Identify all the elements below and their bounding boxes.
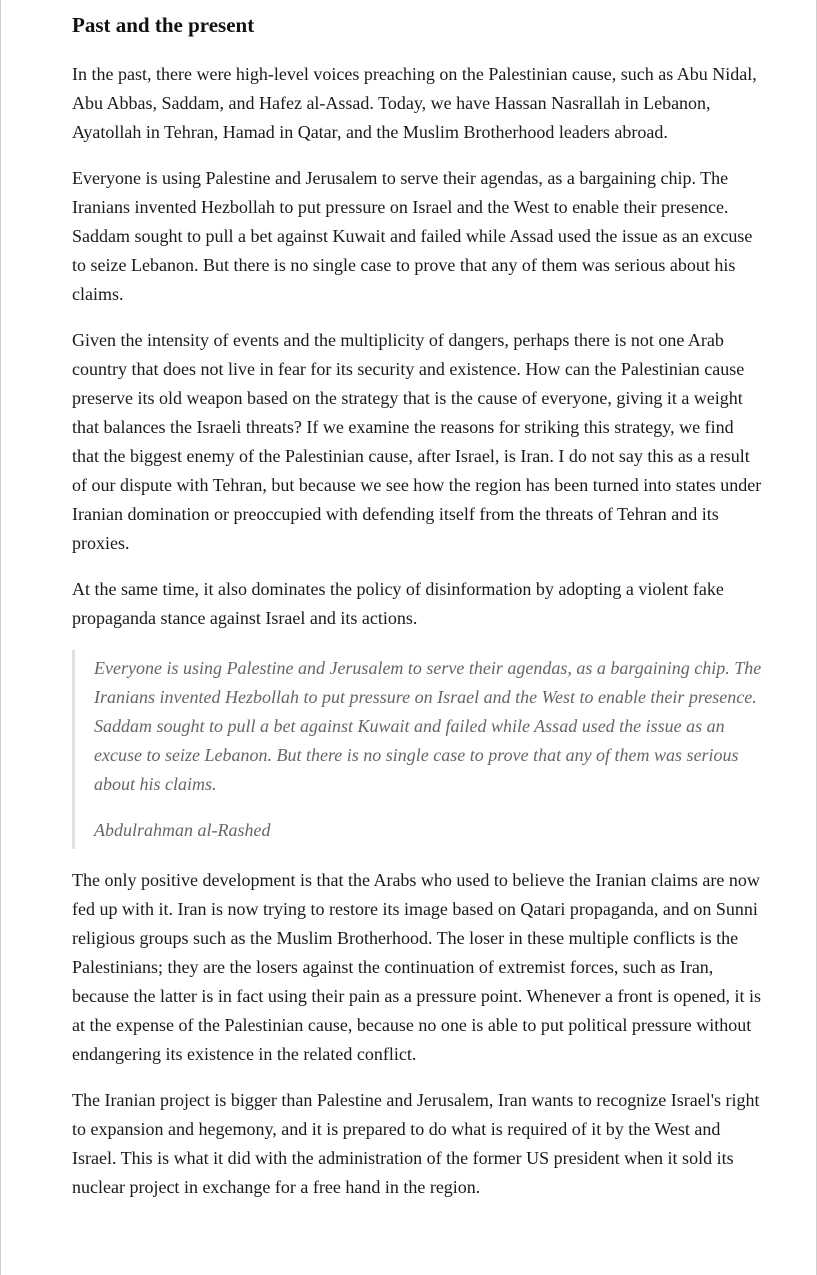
paragraph-6: The Iranian project is bigger than Palestine and Jerusalem, Iran wants to recognize Israel's right to expansion and hegemony, and it is prepared to do what is required of it by the West and Israel. This is what it did with the administration of the former US president when it sold its nuclear project in exchange for a free hand in the region.: [72, 1090, 760, 1197]
paragraph-1: In the past, there were high-level voices preaching on the Palestinian cause, such as Abu Nidal, Abu Abbas, Saddam, and Hafez al-Assad. Today, we have Hassan Nasrallah in Lebanon, Ayatollah in Tehran, Hamad in Qatar, and the Muslim Brotherhood leaders abroad.: [72, 64, 757, 142]
paragraph-3: Given the intensity of events and the multiplicity of dangers, perhaps there is not one Arab country that does not live in fear for its security and existence. How can the Palestinian cause preserve its old weapon based on the strategy that is the cause of everyone, giving it a weight that balances the Israeli threats? If we examine the reasons for striking this strategy, we find that the biggest enemy of the Palestinian cause, after Israel, is Iran. I do not say this as a result of our dispute with Tehran, but because we see how the region has been turned into states under Iranian domination or preoccupied with defending itself from the threats of Tehran and its proxies.: [72, 330, 762, 553]
paragraph-4: At the same time, it also dominates the policy of disinformation by adopting a violent fake propaganda stance against Israel and its actions.: [72, 579, 724, 628]
paragraph-2: Everyone is using Palestine and Jerusalem to serve their agendas, as a bargaining chip. The Iranians invented Hezbollah to put pressure on Israel and the West to enable their presence. Saddam sought to pull a bet against Kuwait and failed while Assad used the issue as an excuse to seize Lebanon. But there is no single case to prove that any of them was serious about his claims.: [72, 168, 753, 304]
paragraph-5: The only positive development is that the Arabs who used to believe the Iranian claims are now fed up with it. Iran is now trying to restore its image based on Qatari propaganda, and on Sunni religious groups such as the Muslim Brotherhood. The loser in these multiple conflicts is the Palestinians; they are the losers against the continuation of extremist forces, such as Iran, because the latter is in fact using their pain as a pressure point. Whenever a front is opened, it is at the expense of the Palestinian cause, because no one is able to put political pressure without endangering its existence in the related conflict.: [72, 870, 761, 1064]
pull-quote: [72, 650, 762, 849]
article-body: [72, 10, 762, 1219]
pull-quote-author: Abdulrahman al-Rashed: [94, 820, 271, 840]
section-heading: Past and the present: [72, 13, 255, 37]
pull-quote-text: Everyone is using Palestine and Jerusalem to serve their agendas, as a bargaining chip. The Iranians invented Hezbollah to put pressure on Israel and the West to enable their presence. Saddam sought to pull a bet against Kuwait and failed while Assad used the issue as an excuse to seize Lebanon. But there is no single case to prove that any of them was serious about his claims.: [94, 658, 762, 794]
